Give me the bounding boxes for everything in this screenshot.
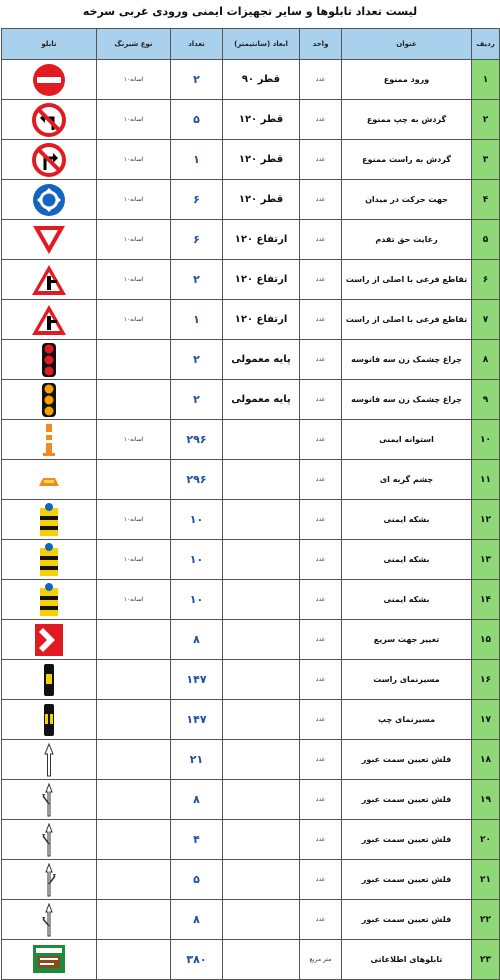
arrow-straight-right-icon — [2, 862, 96, 898]
reflective-type-cell — [97, 860, 171, 900]
header-row-number: ردیف — [472, 29, 500, 60]
table-row — [2, 940, 500, 980]
reflective-type-cell: اسانه۱۰ — [97, 300, 171, 340]
dimensions-cell — [223, 780, 300, 820]
traffic-light-red-icon — [2, 342, 96, 378]
title-cell: گردش به راست ممنوع — [342, 140, 472, 180]
no-left-turn-icon — [2, 102, 96, 138]
row-number-cell: ۲۰ — [472, 820, 500, 860]
row-number-cell: ۸ — [472, 340, 500, 380]
unit-cell: عدد — [300, 220, 342, 260]
unit-cell: عدد — [300, 700, 342, 740]
table-row — [2, 500, 500, 540]
unit-cell: عدد — [300, 180, 342, 220]
title-cell: بشکه ایمنی — [342, 580, 472, 620]
table-row — [2, 580, 500, 620]
dimensions-cell: قطر ۱۲۰ — [223, 100, 300, 140]
quantity-cell: ۱۰ — [171, 580, 223, 620]
reflective-type-cell: اسانه۱۰ — [97, 540, 171, 580]
sign-cell — [2, 500, 97, 540]
reflective-type-cell — [97, 820, 171, 860]
quantity-cell: ۱ — [171, 300, 223, 340]
dimensions-cell — [223, 540, 300, 580]
sign-cell — [2, 860, 97, 900]
sign-cell — [2, 100, 97, 140]
reflective-type-cell: اسانه۱۰ — [97, 100, 171, 140]
row-number-cell: ۲۱ — [472, 860, 500, 900]
quantity-cell: ۲ — [171, 340, 223, 380]
header-reflective-type: نوع شبرنگ — [97, 29, 171, 60]
quantity-cell: ۲ — [171, 260, 223, 300]
dimensions-cell — [223, 460, 300, 500]
title-cell: فلش تعیین سمت عبور — [342, 740, 472, 780]
dimensions-cell — [223, 420, 300, 460]
sign-cell — [2, 740, 97, 780]
dimensions-cell — [223, 860, 300, 900]
sign-cell — [2, 60, 97, 100]
table-row — [2, 260, 500, 300]
junction-right-icon — [2, 262, 96, 298]
row-number-cell: ۷ — [472, 300, 500, 340]
quantity-cell: ۸ — [171, 620, 223, 660]
row-number-cell: ۱۵ — [472, 620, 500, 660]
table-row — [2, 660, 500, 700]
safety-barrel-icon — [2, 502, 96, 538]
dimensions-cell: پایه معمولی — [223, 380, 300, 420]
sign-cell — [2, 540, 97, 580]
sign-cell — [2, 660, 97, 700]
row-number-cell: ۱۷ — [472, 700, 500, 740]
row-number-cell: ۹ — [472, 380, 500, 420]
dimensions-cell — [223, 940, 300, 980]
title-cell: مسیرنمای چپ — [342, 700, 472, 740]
row-number-cell: ۱۸ — [472, 740, 500, 780]
unit-cell: عدد — [300, 260, 342, 300]
arrow-straight-left-icon — [2, 902, 96, 938]
unit-cell: عدد — [300, 380, 342, 420]
title-cell: فلش تعیین سمت عبور — [342, 820, 472, 860]
table-row — [2, 220, 500, 260]
table-row — [2, 860, 500, 900]
safety-barrel-icon — [2, 582, 96, 618]
table-row — [2, 460, 500, 500]
sign-cell — [2, 260, 97, 300]
quantity-cell: ۵ — [171, 100, 223, 140]
title-cell: استوانه ایمنی — [342, 420, 472, 460]
dimensions-cell — [223, 820, 300, 860]
roundabout-icon — [2, 182, 96, 218]
arrow-split-icon — [2, 822, 96, 858]
unit-cell: عدد — [300, 100, 342, 140]
dimensions-cell: قطر ۱۲۰ — [223, 180, 300, 220]
reflective-type-cell — [97, 940, 171, 980]
dimensions-cell — [223, 580, 300, 620]
title-cell: تقاطع فرعی با اصلی از راست — [342, 260, 472, 300]
title-cell: فلش تعیین سمت عبور — [342, 860, 472, 900]
row-number-cell: ۱۶ — [472, 660, 500, 700]
sign-cell — [2, 900, 97, 940]
row-number-cell: ۳ — [472, 140, 500, 180]
dimensions-cell: ارتفاع ۱۲۰ — [223, 300, 300, 340]
row-number-cell: ۱ — [472, 60, 500, 100]
dimensions-cell — [223, 500, 300, 540]
unit-cell: عدد — [300, 140, 342, 180]
reflective-type-cell: اسانه۱۰ — [97, 60, 171, 100]
yield-icon — [2, 222, 96, 258]
title-cell: تابلوهای اطلاعاتی — [342, 940, 472, 980]
unit-cell: عدد — [300, 820, 342, 860]
unit-cell: متر مربع — [300, 940, 342, 980]
dimensions-cell — [223, 700, 300, 740]
unit-cell: عدد — [300, 780, 342, 820]
reflective-type-cell — [97, 700, 171, 740]
row-number-cell: ۱۱ — [472, 460, 500, 500]
row-number-cell: ۲ — [472, 100, 500, 140]
row-number-cell: ۲۳ — [472, 940, 500, 980]
reflective-type-cell — [97, 740, 171, 780]
row-number-cell: ۲۲ — [472, 900, 500, 940]
row-number-cell: ۵ — [472, 220, 500, 260]
quantity-cell: ۸ — [171, 900, 223, 940]
sign-cell — [2, 620, 97, 660]
title-cell: فلش تعیین سمت عبور — [342, 900, 472, 940]
dimensions-cell: پایه معمولی — [223, 340, 300, 380]
unit-cell: عدد — [300, 620, 342, 660]
title-cell: چشم گربه ای — [342, 460, 472, 500]
table-row — [2, 820, 500, 860]
title-cell: تقاطع فرعی با اصلی از راست — [342, 300, 472, 340]
title-cell: فلش تعیین سمت عبور — [342, 780, 472, 820]
dimensions-cell — [223, 740, 300, 780]
table-row — [2, 420, 500, 460]
arrow-straight-icon — [2, 742, 96, 778]
info-sign-icon — [2, 942, 96, 978]
reflective-type-cell — [97, 780, 171, 820]
row-number-cell: ۱۹ — [472, 780, 500, 820]
table-row — [2, 740, 500, 780]
quantity-cell: ۱۴۷ — [171, 700, 223, 740]
sign-cell — [2, 940, 97, 980]
unit-cell: عدد — [300, 660, 342, 700]
reflective-type-cell: اسانه۱۰ — [97, 140, 171, 180]
dimensions-cell — [223, 660, 300, 700]
delineator-right-icon — [2, 662, 96, 698]
row-number-cell: ۱۰ — [472, 420, 500, 460]
dimensions-cell: قطر ۱۲۰ — [223, 140, 300, 180]
table-row — [2, 180, 500, 220]
dimensions-cell — [223, 620, 300, 660]
unit-cell: عدد — [300, 300, 342, 340]
equipment-table — [1, 28, 500, 980]
table-row — [2, 620, 500, 660]
row-number-cell: ۱۴ — [472, 580, 500, 620]
safety-cylinder-icon — [2, 422, 96, 458]
header-quantity: تعداد — [171, 29, 223, 60]
table-row — [2, 340, 500, 380]
table-row — [2, 140, 500, 180]
row-number-cell: ۱۳ — [472, 540, 500, 580]
quantity-cell: ۴ — [171, 820, 223, 860]
reflective-type-cell — [97, 340, 171, 380]
unit-cell: عدد — [300, 460, 342, 500]
table-row — [2, 900, 500, 940]
reflective-type-cell — [97, 380, 171, 420]
title-cell: تغییر جهت سریع — [342, 620, 472, 660]
reflective-type-cell — [97, 620, 171, 660]
quantity-cell: ۸ — [171, 780, 223, 820]
cat-eye-icon — [2, 462, 96, 498]
reflective-type-cell: اسانه۱۰ — [97, 420, 171, 460]
reflective-type-cell — [97, 660, 171, 700]
header-unit: واحد — [300, 29, 342, 60]
title-cell: رعایت حق تقدم — [342, 220, 472, 260]
dimensions-cell: ارتفاع ۱۲۰ — [223, 220, 300, 260]
chevron-sign-icon — [2, 622, 96, 658]
table-row — [2, 380, 500, 420]
sign-cell — [2, 180, 97, 220]
table-row — [2, 300, 500, 340]
table-row — [2, 540, 500, 580]
sign-cell — [2, 220, 97, 260]
title-cell: مسیرنمای راست — [342, 660, 472, 700]
no-entry-icon — [2, 62, 96, 98]
sign-cell — [2, 300, 97, 340]
sign-cell — [2, 460, 97, 500]
title-cell: گردش به چپ ممنوع — [342, 100, 472, 140]
junction-right-icon — [2, 302, 96, 338]
title-cell: ورود ممنوع — [342, 60, 472, 100]
table-row — [2, 780, 500, 820]
row-number-cell: ۶ — [472, 260, 500, 300]
table-row — [2, 60, 500, 100]
unit-cell: عدد — [300, 420, 342, 460]
sign-cell — [2, 580, 97, 620]
dimensions-cell: قطر ۹۰ — [223, 60, 300, 100]
reflective-type-cell — [97, 460, 171, 500]
table-row — [2, 700, 500, 740]
no-right-turn-icon — [2, 142, 96, 178]
unit-cell: عدد — [300, 340, 342, 380]
quantity-cell: ۲۹۶ — [171, 420, 223, 460]
title-cell: جهت حرکت در میدان — [342, 180, 472, 220]
unit-cell: عدد — [300, 740, 342, 780]
row-number-cell: ۱۲ — [472, 500, 500, 540]
quantity-cell: ۳۸۰ — [171, 940, 223, 980]
row-number-cell: ۴ — [472, 180, 500, 220]
reflective-type-cell: اسانه۱۰ — [97, 180, 171, 220]
sign-cell — [2, 340, 97, 380]
header-dimensions: ابعاد (سانتیمتر) — [223, 29, 300, 60]
unit-cell: عدد — [300, 900, 342, 940]
arrow-split-icon — [2, 782, 96, 818]
sign-cell — [2, 140, 97, 180]
reflective-type-cell: اسانه۱۰ — [97, 500, 171, 540]
safety-barrel-icon — [2, 542, 96, 578]
quantity-cell: ۲ — [171, 60, 223, 100]
title-cell: چراغ چشمک زن سه فانوسه — [342, 340, 472, 380]
reflective-type-cell: اسانه۱۰ — [97, 580, 171, 620]
title-cell: بشکه ایمنی — [342, 500, 472, 540]
quantity-cell: ۶ — [171, 220, 223, 260]
header-sign: تابلو — [2, 29, 97, 60]
table-header-row — [2, 29, 500, 60]
sign-cell — [2, 420, 97, 460]
sign-cell — [2, 820, 97, 860]
reflective-type-cell: اسانه۱۰ — [97, 220, 171, 260]
traffic-light-amber-icon — [2, 382, 96, 418]
dimensions-cell: ارتفاع ۱۲۰ — [223, 260, 300, 300]
sign-cell — [2, 700, 97, 740]
page-title: لیست تعداد تابلوها و سایر تجهیزات ایمنی ورودی غربی سرخه — [82, 5, 418, 18]
title-cell: بشکه ایمنی — [342, 540, 472, 580]
unit-cell: عدد — [300, 580, 342, 620]
quantity-cell: ۱۰ — [171, 500, 223, 540]
quantity-cell: ۲۱ — [171, 740, 223, 780]
table-row — [2, 100, 500, 140]
quantity-cell: ۱۴۷ — [171, 660, 223, 700]
unit-cell: عدد — [300, 60, 342, 100]
dimensions-cell — [223, 900, 300, 940]
quantity-cell: ۶ — [171, 180, 223, 220]
quantity-cell: ۱۰ — [171, 540, 223, 580]
reflective-type-cell: اسانه۱۰ — [97, 260, 171, 300]
quantity-cell: ۵ — [171, 860, 223, 900]
sign-cell — [2, 780, 97, 820]
delineator-left-icon — [2, 702, 96, 738]
quantity-cell: ۲ — [171, 380, 223, 420]
sign-cell — [2, 380, 97, 420]
reflective-type-cell — [97, 900, 171, 940]
title-cell: چراغ چشمک زن سه فانوسه — [342, 380, 472, 420]
quantity-cell: ۱ — [171, 140, 223, 180]
header-title: عنوان — [342, 29, 472, 60]
quantity-cell: ۲۹۶ — [171, 460, 223, 500]
unit-cell: عدد — [300, 540, 342, 580]
unit-cell: عدد — [300, 860, 342, 900]
unit-cell: عدد — [300, 500, 342, 540]
